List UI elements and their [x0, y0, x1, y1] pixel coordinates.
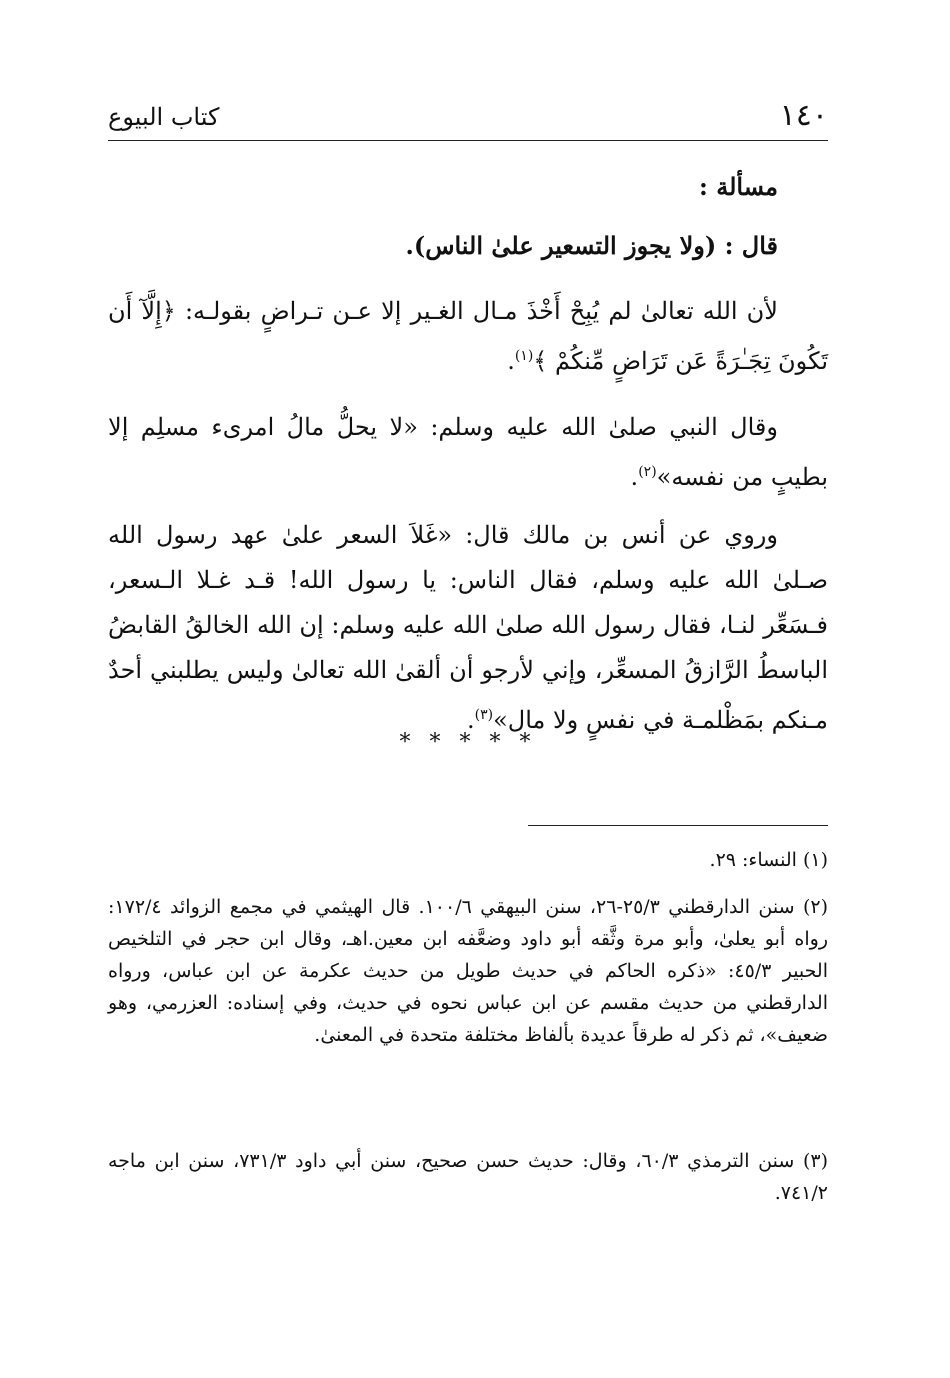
paragraph-anas-narration	[108, 513, 828, 743]
footnote-3: (٣) سنن الترمذي ٦٠/٣، وقال: حديث حسن صحيح، سنن أبي داود ٧٣١/٣، سنن ابن ماجه ٧٤١/٢.	[108, 1150, 828, 1204]
running-header	[108, 94, 828, 134]
section-label: مسألة :	[699, 172, 778, 201]
section-separator: * * * * *	[399, 730, 537, 755]
paragraph-end: .	[507, 347, 515, 375]
book-title: كتاب البيوع	[108, 103, 220, 131]
paragraph-end: .	[466, 706, 475, 734]
page-number: ١٤٠	[779, 98, 828, 133]
header-rule	[108, 140, 828, 141]
footnote-rule	[528, 825, 828, 826]
book-page	[108, 0, 828, 1378]
footnote-ref-3: (٣)	[474, 707, 494, 723]
footnote-ref-2: (٢)	[638, 464, 657, 480]
paragraph-text: وقال النبي صلىٰ الله عليه وسلم: «لا يحلُّ مالُ امرىء مسلِم إلا بطيبٍ من نفسه»	[108, 413, 828, 491]
footnote-ref-1: (١)	[514, 348, 534, 364]
paragraph-end: .	[630, 463, 639, 491]
footnote-1: (١) النساء: ٢٩.	[709, 849, 828, 871]
rule-statement: قال : (ولا يجوز التسعير علىٰ الناس).	[405, 231, 778, 260]
footnote-2: (٢) سنن الدارقطني ٢٥/٣-٢٦، سنن البيهقي ١٠٠/٦. قال الهيثمي في مجمع الزوائد ١٧٢/٤: رواه أبو يعلىٰ، وأبو مرة وثَّقه أبو داود وضعَّفه ابن معين.اهـ، وقال ابن حجر في التلخيص الحبير ٤٥/٣: «ذكره الحاكم في حديث طويل من حديث عكرمة عن ابن عباس، ورواه الدارقطني من حديث مقسم عن ابن عباس نحوه في حديث، وفي إسناده: العزرمي، وهو ضعيف»، ثم ذكر له طرقاً عديدة بألفاظ مختلفة متحدة في المعنىٰ.	[108, 896, 828, 1046]
paragraph-text: لأن الله تعالىٰ لم يُبِحْ أَخْذَ مـال الغـير إلا عـن تـراضٍ بقولـه: ﴿إِلَّآ أَن تَكُونَ تِجَـٰرَةً عَن تَرَاضٍ مِّنكُمْ ﴾	[108, 297, 828, 375]
paragraph-quran-evidence	[108, 289, 828, 384]
paragraph-hadith	[108, 405, 828, 500]
paragraph-text: وروي عن أنس بن مالك قال: «غَلاَ السعر علىٰ عهد رسول الله صـلىٰ الله عليه وسلم، فقال الناس: يا رسول الله! قـد غـلا الـسعر، فـسَعِّر لنـا، فقال رسول الله صلىٰ الله عليه وسلم: إن الله الخالقُ القابضُ الباسطُ الرَّازقُ المسعِّر، وإني لأرجو أن ألقىٰ الله تعالىٰ وليس يطلبني أحدٌ مـنكم بمَظْلمـة في نفسٍ ولا مال»	[108, 521, 828, 734]
